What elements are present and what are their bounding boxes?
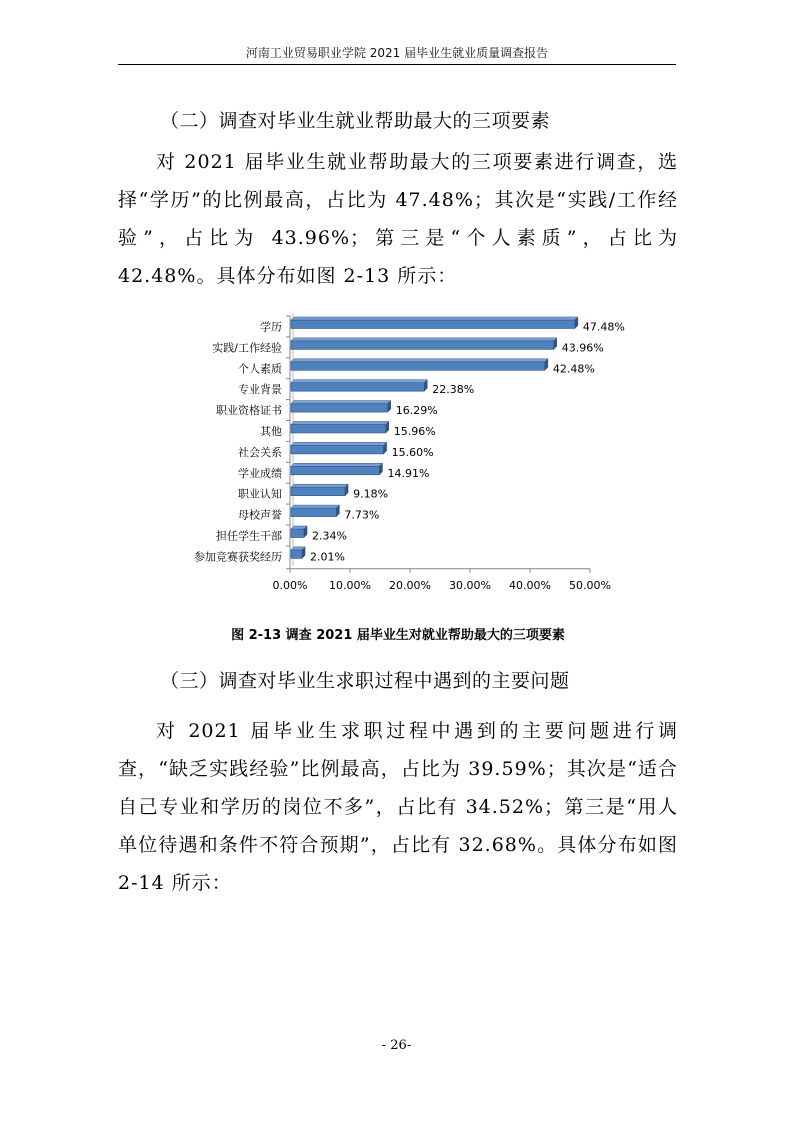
category-label: 参加竞赛获奖经历: [194, 550, 282, 564]
data-label: 42.48%: [552, 362, 595, 376]
data-label: 43.96%: [561, 341, 604, 355]
x-tick-label: 10.00%: [329, 578, 371, 592]
bar-top: [291, 401, 391, 404]
bar: [291, 508, 336, 516]
page-header: 河南工业贸易职业学院 2021 届毕业生就业质量调查报告: [245, 46, 549, 60]
data-label: 15.60%: [391, 445, 434, 459]
bar-top: [291, 505, 339, 508]
bar-top: [291, 442, 387, 445]
bar: [291, 425, 386, 434]
category-label: 个人素质: [238, 362, 282, 376]
bar: [291, 404, 388, 413]
category-label: 其他: [260, 424, 282, 438]
bar-top: [291, 484, 348, 487]
data-label: 14.91%: [387, 466, 430, 480]
bar: [291, 362, 545, 371]
x-tick-label: 20.00%: [389, 578, 431, 592]
data-label: 16.29%: [395, 404, 438, 418]
bar: [291, 320, 575, 329]
category-label: 社会关系: [238, 445, 282, 459]
section-title-2: （二）调查对毕业生就业帮助最大的三项要素: [160, 110, 551, 132]
data-label: 7.73%: [344, 508, 380, 522]
bar: [291, 341, 554, 350]
bar-chart-svg: [160, 310, 630, 600]
category-label: 实践/工作经验: [212, 341, 282, 355]
bar-top: [291, 359, 548, 362]
bar: [291, 529, 304, 538]
bar-top: [291, 422, 389, 425]
header-rule: [118, 64, 676, 65]
category-label: 担任学生干部: [216, 529, 282, 543]
data-label: 9.18%: [353, 487, 389, 501]
bar: [291, 445, 384, 454]
x-tick-label: 50.00%: [569, 578, 611, 592]
data-label: 47.48%: [582, 320, 625, 334]
bar-top: [291, 463, 382, 466]
section-title-3: （三）调查对毕业生求职过程中遇到的主要问题: [160, 670, 570, 692]
bar: [291, 466, 379, 475]
data-label: 15.96%: [393, 424, 436, 438]
bar: [291, 383, 424, 392]
category-label: 职业资格证书: [216, 404, 282, 418]
bar-chart: [160, 310, 630, 600]
x-tick-label: 40.00%: [509, 578, 551, 592]
data-label: 22.38%: [432, 383, 475, 397]
x-tick-label: 0.00%: [272, 578, 308, 592]
category-label: 专业背景: [238, 383, 282, 397]
x-tick-label: 30.00%: [449, 578, 491, 592]
section-2-paragraph: 对 2021 届毕业生就业帮助最大的三项要素进行调查，选择“学历”的比例最高，占比为 47.48%；其次是“实践/工作经验”，占比为 43.96%；第三是“个人素质”，占比为 42.48%。具体分布如图 2-13 所示：: [118, 151, 678, 287]
bar-top: [291, 338, 557, 341]
figure-caption: 图 2-13 调查 2021 届毕业生对就业帮助最大的三项要素: [231, 628, 565, 643]
page-number: - 26-: [381, 1038, 412, 1053]
data-label: 2.34%: [312, 529, 347, 543]
section-3-paragraph: 对 2021 届毕业生求职过程中遇到的主要问题进行调查，“缺乏实践经验”比例最高，占比为 39.59%；其次是“适合自己专业和学历的岗位不多”，占比有 34.52%；第三是“用人单位待遇和条件不符合预期”，占比有 32.68%。具体分布如图 2-14 所示：: [118, 720, 678, 894]
category-label: 学历: [260, 320, 282, 334]
category-label: 职业认知: [238, 487, 282, 501]
category-label: 母校声誉: [238, 508, 282, 522]
bar: [291, 550, 302, 559]
bar-top: [291, 317, 578, 320]
bar-top: [291, 380, 427, 383]
data-label: 2.01%: [310, 550, 346, 564]
bar: [291, 487, 345, 496]
category-label: 学业成绩: [238, 466, 282, 480]
